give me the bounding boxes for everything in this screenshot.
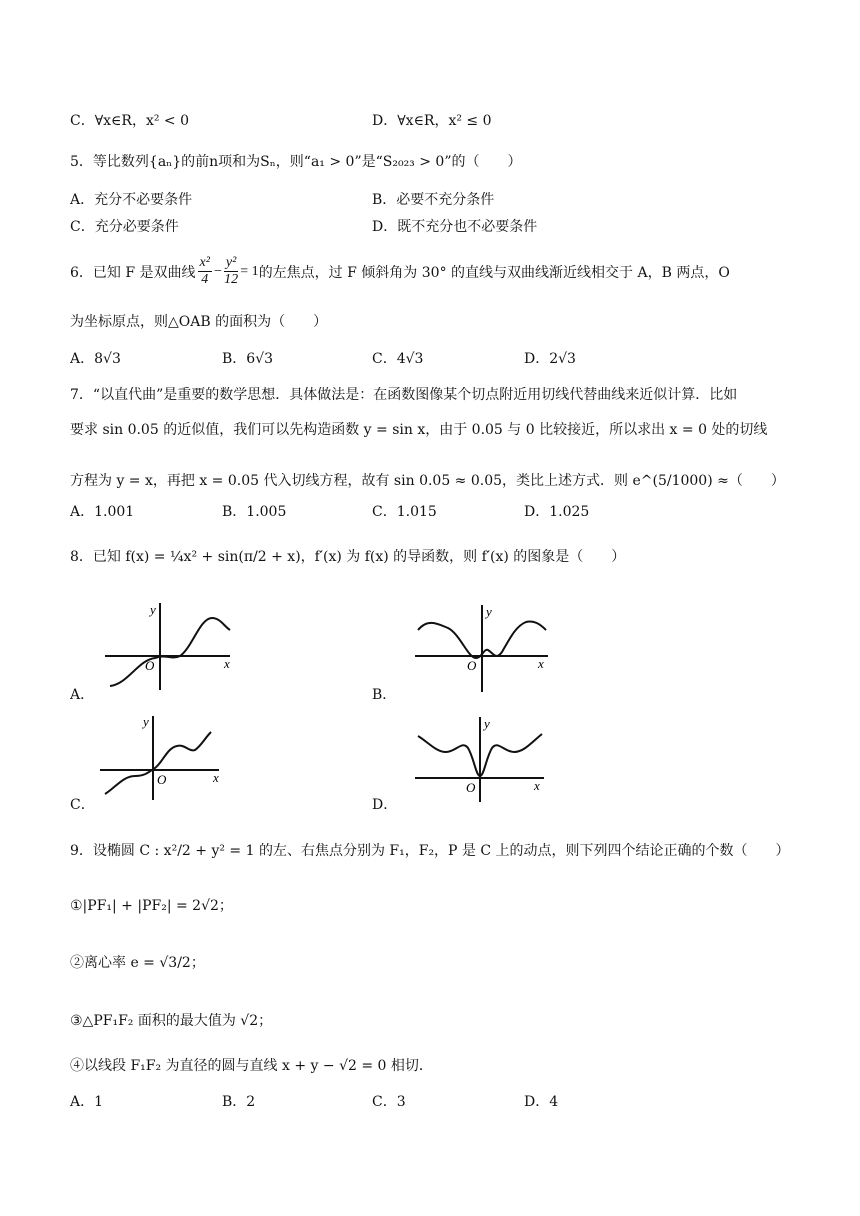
- q8-graph-d: [410, 712, 550, 804]
- q9-option-c: C．3: [372, 1094, 406, 1110]
- origin-label: O: [467, 658, 477, 673]
- q8-option-d-label: D．: [372, 797, 398, 813]
- q6-option-a: A．8√3: [70, 351, 121, 367]
- x-label: x: [213, 770, 219, 785]
- q6-option-b: B．6√3: [222, 351, 274, 367]
- q9-option-a: A．1: [70, 1094, 104, 1110]
- q7-option-b: B．1.005: [222, 504, 287, 520]
- q6-fraction-x: $\frac{\text{x²}}{4}$: [199, 255, 210, 287]
- x-label: x: [534, 778, 540, 793]
- q7-line3: 方程为 y = x，再把 x = 0.05 代入切线方程，故有 sin 0.05 ≈ 0.05，类比上述方式．则 e^(5/1000) ≈（ ）: [70, 473, 785, 489]
- q7-option-a: A．1.001: [70, 504, 135, 520]
- q6-fraction-y: $\frac{\text{y²}}{12}$: [224, 255, 239, 287]
- q6-stem-line1: 6．已知 F 是双曲线 $\frac{\text{x²}}{4}$ − $\frac{\text{y²}}{12}$ = 1 的左焦点，过 F 倾斜角为 30° 的直线与双曲线渐近线相交于 A，B 两点，O: [70, 255, 730, 287]
- q8-graph-c: [95, 710, 225, 802]
- y-label: y: [484, 716, 490, 731]
- q8-graph-a: [100, 598, 240, 693]
- q7-option-c: C．1.015: [372, 504, 437, 520]
- q5-option-d: D．既不充分也不必要条件: [372, 219, 538, 235]
- q4-option-c: C．∀x∈R，x² < 0: [70, 113, 190, 129]
- q8-option-b-label: B．: [372, 687, 397, 703]
- x-label: x: [224, 656, 230, 671]
- q9-statement-1: ①|PF₁| + |PF₂| = 2√2；: [70, 898, 233, 914]
- q9-statement-3: ③△PF₁F₂ 面积的最大值为 √2；: [70, 1013, 273, 1029]
- q7-line1: 7．“以直代曲”是重要的数学思想．具体做法是：在函数图像某个切点附近用切线代替曲线来近似计算．比如: [70, 387, 738, 403]
- q5-option-c: C．充分必要条件: [70, 219, 179, 235]
- q7-option-d: D．1.025: [524, 504, 590, 520]
- q9-statement-2: ②离心率 e = √3/2；: [70, 955, 205, 971]
- y-label: y: [143, 714, 149, 729]
- q6-stem-pre: 6．已知 F 是双曲线: [70, 264, 196, 281]
- q8-stem: 8．已知 f(x) = ¼x² + sin(π/2 + x)，f′(x) 为 f(x) 的导函数，则 f′(x) 的图象是（ ）: [70, 549, 626, 565]
- q8-option-c-label: C．: [70, 797, 95, 813]
- q6-stem-line2: 为坐标原点，则△OAB 的面积为（ ）: [70, 314, 328, 330]
- q6-option-d: D．2√3: [524, 351, 576, 367]
- q8-graph-b: [410, 600, 555, 695]
- q9-option-d: D．4: [524, 1094, 559, 1110]
- y-label: y: [150, 602, 156, 617]
- origin-label: O: [145, 658, 155, 673]
- curve: [110, 618, 230, 686]
- origin-label: O: [466, 780, 476, 795]
- q7-line2: 要求 sin 0.05 的近似值，我们可以先构造函数 y = sin x，由于 0.05 与 0 比较接近，所以求出 x = 0 处的切线: [70, 422, 768, 438]
- q5-option-a: A．充分不必要条件: [70, 192, 193, 208]
- q9-stem: 9．设椭圆 C : x²/2 + y² = 1 的左、右焦点分别为 F₁，F₂，P 是 C 上的动点，则下列四个结论正确的个数（ ）: [70, 843, 790, 859]
- q5-stem: 5．等比数列{aₙ}的前n项和为Sₙ，则“a₁ > 0”是“S₂₀₂₃ > 0”的（ ）: [70, 154, 522, 170]
- x-label: x: [538, 656, 544, 671]
- q9-option-b: B．2: [222, 1094, 256, 1110]
- q5-option-b: B．必要不充分条件: [372, 192, 495, 208]
- y-label: y: [486, 604, 492, 619]
- q8-option-a-label: A．: [70, 687, 95, 703]
- q6-option-c: C．4√3: [372, 351, 424, 367]
- q9-statement-4: ④以线段 F₁F₂ 为直径的圆与直线 x + y − √2 = 0 相切．: [70, 1058, 433, 1074]
- q4-option-d: D．∀x∈R，x² ≤ 0: [372, 113, 492, 129]
- origin-label: O: [157, 772, 167, 787]
- q6-stem-post: 的左焦点，过 F 倾斜角为 30° 的直线与双曲线渐近线相交于 A，B 两点，O: [258, 264, 730, 281]
